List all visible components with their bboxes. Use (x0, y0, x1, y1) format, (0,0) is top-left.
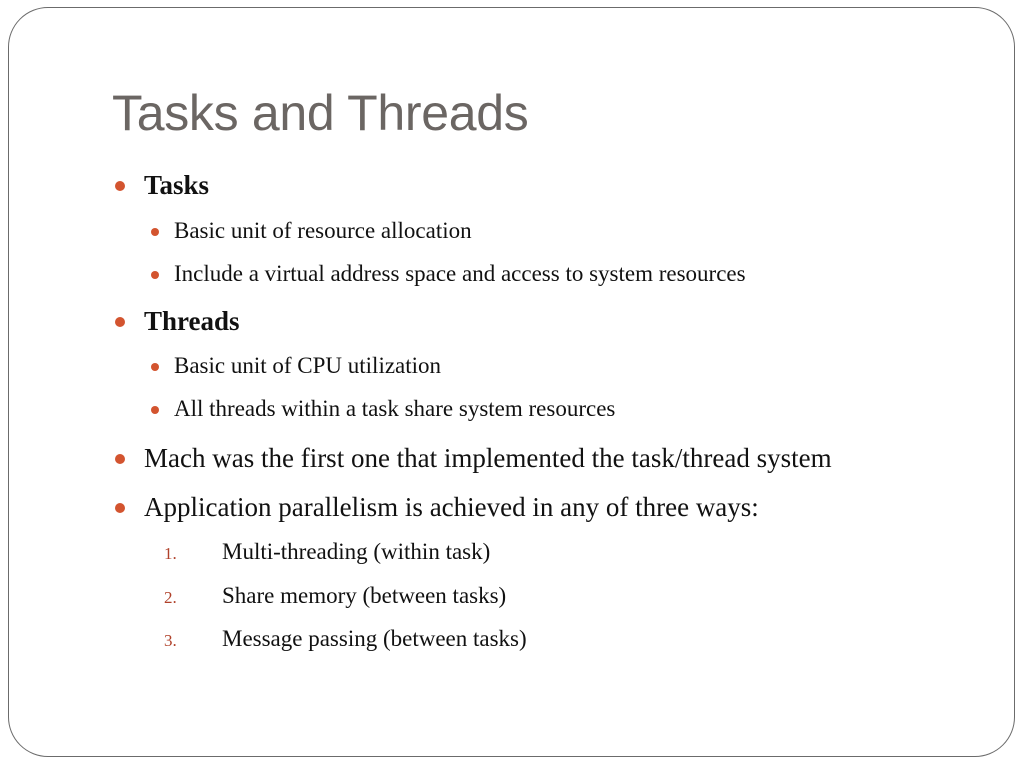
sub-bullet: All threads within a task share system resources (174, 396, 616, 421)
sub-bullet-dot (151, 406, 159, 414)
bullet-threads: Threads (144, 306, 240, 336)
sub-bullet-dot (151, 271, 159, 279)
numbered-item: Multi-threading (within task) (222, 539, 491, 564)
bullet-parallelism: Application parallelism is achieved in any of three ways: (144, 492, 759, 522)
bullet-tasks: Tasks (144, 170, 210, 200)
bullet-dot (115, 454, 125, 464)
sub-bullet: Basic unit of resource allocation (174, 218, 472, 243)
list-number: 2. (164, 588, 177, 607)
bullet-dot (115, 317, 125, 327)
bullet-mach: Mach was the first one that implemented the task/thread system (144, 443, 832, 473)
bullet-dot (115, 181, 125, 191)
sub-bullet-dot (151, 363, 159, 371)
sub-bullet: Basic unit of CPU utilization (174, 353, 442, 378)
list-number: 1. (164, 544, 177, 563)
sub-bullet-dot (151, 228, 159, 236)
numbered-item: Message passing (between tasks) (222, 626, 527, 651)
sub-bullet: Include a virtual address space and access to system resources (174, 261, 746, 286)
bullet-dot (115, 503, 125, 513)
list-number: 3. (164, 631, 177, 650)
numbered-item: Share memory (between tasks) (222, 583, 507, 608)
slide-title: Tasks and Threads (112, 85, 529, 141)
